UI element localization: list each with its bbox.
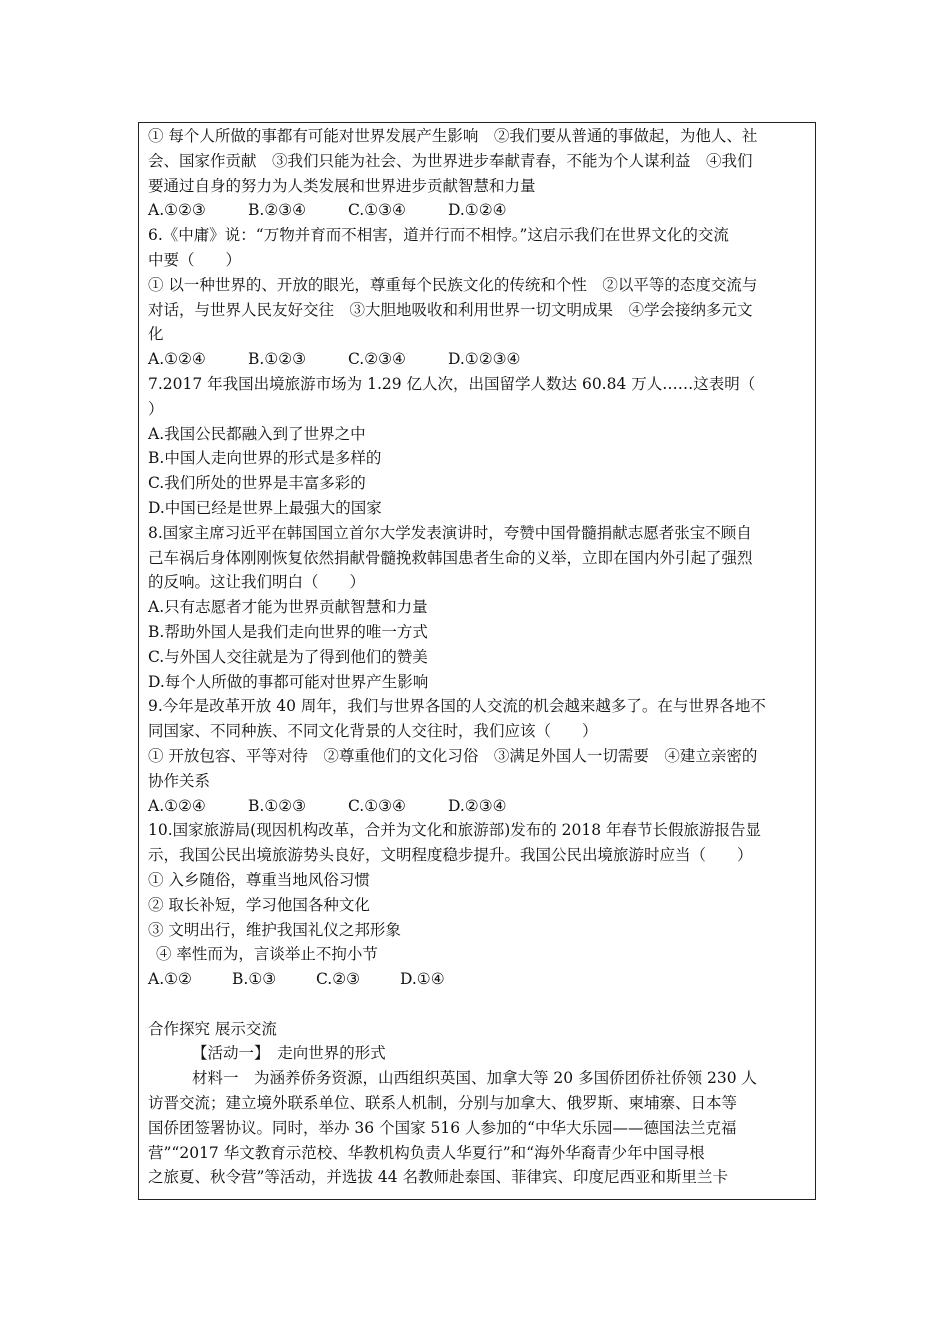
choice-b[interactable]: B.①②③: [248, 796, 307, 815]
choice-d[interactable]: D.①②④: [448, 201, 507, 220]
q5-options-line: 要通过自身的努力为人类发展和世界进步贡献智慧和力量: [148, 176, 536, 195]
choice-d[interactable]: D.②③④: [448, 796, 507, 815]
choice-a[interactable]: A.①②: [148, 970, 192, 989]
choice-c[interactable]: C.②③: [316, 970, 361, 989]
choice-d[interactable]: D.①④: [400, 970, 445, 989]
q5-choices: [148, 198, 810, 223]
material-line: 营”“2017 华文教育示范校、华教机构负责人华夏行”和“海外华裔青少年中国寻根: [148, 1143, 705, 1162]
q6-choices: [148, 347, 810, 372]
choice-c[interactable]: C.①③④: [348, 796, 406, 815]
choice-c[interactable]: C.②③④: [348, 350, 406, 369]
choice-c[interactable]: C.与外国人交往就是为了得到他们的赞美: [148, 647, 428, 666]
q8-stem: 8.国家主席习近平在韩国国立首尔大学发表演讲时，夸赞中国骨髓捐献志愿者张宝不顾自: [148, 523, 752, 542]
choice-d[interactable]: D.中国已经是世界上最强大的国家: [148, 498, 382, 517]
section-title: 合作探究 展示交流: [148, 1019, 277, 1038]
q10-choices: [148, 967, 810, 992]
material-line: 材料一 为涵养侨务资源，山西组织英国、加拿大等 20 多国侨团侨社侨领 230 人: [192, 1069, 758, 1088]
choice-b[interactable]: B.帮助外国人是我们走向世界的唯一方式: [148, 622, 428, 641]
q6-options-line: 化: [148, 325, 164, 344]
choice-a[interactable]: A.我国公民都融入到了世界之中: [148, 424, 366, 443]
choice-b[interactable]: B.中国人走向世界的形式是多样的: [148, 449, 382, 468]
spacer: [148, 992, 810, 1017]
q7-stem: ）: [148, 399, 164, 418]
q9-options-line: 协作关系: [148, 771, 211, 790]
q5-options-line: ① 每个人所做的事都有可能对世界发展产生影响 ②我们要从普通的事做起，为他人、社: [148, 127, 758, 145]
choice-b[interactable]: B.②③④: [248, 201, 307, 220]
choice-a[interactable]: A.①②④: [148, 350, 206, 369]
q8-stem: 的反响。这让我们明白（ ）: [148, 573, 366, 592]
activity-heading: 【活动一】 走向世界的形式: [192, 1044, 386, 1063]
q10-stem: 10.国家旅游局(现因机构改革，合并为文化和旅游部)发布的 2018 年春节长假旅游报告显: [148, 821, 762, 840]
q9-stem: 同国家、不同种族、不同文化背景的人交往时，我们应该（ ）: [148, 722, 598, 741]
q8-stem: 己车祸后身体刚刚恢复依然捐献骨髓挽救韩国患者生命的义举，立即在国内外引起了强烈: [148, 548, 753, 567]
q10-option-4: ④ 率性而为，言谈举止不拘小节: [156, 945, 378, 964]
choice-a[interactable]: A.只有志愿者才能为世界贡献智慧和力量: [148, 598, 428, 617]
choice-b[interactable]: B.①②③: [248, 350, 307, 369]
q9-stem: 9.今年是改革开放 40 周年，我们与世界各国的人交流的机会越来越多了。在与世界各地不: [148, 697, 766, 716]
q10-option-3: ③ 文明出行，维护我国礼仪之邦形象: [148, 920, 401, 939]
q10-option-1: ① 入乡随俗，尊重当地风俗习惯: [148, 870, 370, 889]
q9-choices: [148, 794, 810, 819]
q6-options-line: 对话，与世界人民友好交往 ③大胆地吸收和利用世界一切文明成果 ④学会接纳多元文: [148, 300, 753, 319]
choice-a[interactable]: A.①②③: [148, 201, 206, 220]
choice-b[interactable]: B.①③: [232, 970, 277, 989]
q6-options-line: ① 以一种世界的、开放的眼光，尊重每个民族文化的传统和个性 ②以平等的态度交流与: [148, 275, 758, 294]
q6-stem: 6.《中庸》说：“万物并育而不相害，道并行而不相悖。”这启示我们在世界文化的交流: [148, 226, 729, 245]
choice-d[interactable]: D.①②③④: [448, 350, 521, 369]
choice-c[interactable]: C.我们所处的世界是丰富多彩的: [148, 474, 366, 493]
q7-stem: 7.2017 年我国出境旅游市场为 1.29 亿人次，出国留学人数达 60.84 万人……这表明（: [148, 374, 756, 393]
q10-stem: 示，我国公民出境旅游势头良好，文明程度稳步提升。我国公民出境旅游时应当（ ）: [148, 846, 753, 865]
choice-c[interactable]: C.①③④: [348, 201, 406, 220]
choice-a[interactable]: A.①②④: [148, 796, 206, 815]
material-line: 国侨团签署协议。同时，举办 36 个国家 516 人参加的“中华大乐园——德国法兰克福: [148, 1118, 737, 1137]
q9-options-line: ① 开放包容、平等对待 ②尊重他们的文化习俗 ③满足外国人一切需要 ④建立亲密的: [148, 746, 758, 765]
worksheet-content: [148, 124, 810, 1190]
q10-option-2: ② 取长补短，学习他国各种文化: [148, 895, 370, 914]
choice-d[interactable]: D.每个人所做的事都可能对世界产生影响: [148, 672, 429, 691]
q6-stem: 中要（ ）: [148, 250, 242, 269]
material-line: 之旅夏、秋令营”等活动，并选拔 44 名教师赴泰国、菲律宾、印度尼西亚和斯里兰卡: [148, 1168, 729, 1187]
q5-options-line: 会、国家作贡献 ③我们只能为社会、为世界进步奉献青春，不能为个人谋利益 ④我们: [148, 151, 753, 170]
material-line: 访晋交流；建立境外联系单位、联系人机制，分别与加拿大、俄罗斯、柬埔寨、日本等: [148, 1094, 738, 1113]
